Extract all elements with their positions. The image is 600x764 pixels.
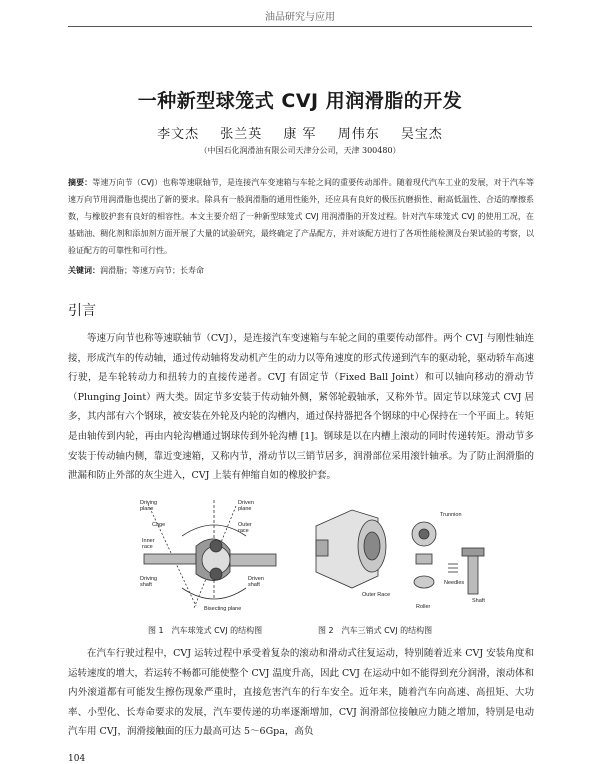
label-needles: Needles xyxy=(444,580,465,586)
figure-2-caption: 图 2 汽车三销式 CVJ 的结构图 xyxy=(318,626,433,635)
figure-1-ball-cvj-diagram xyxy=(138,496,286,614)
author: 李文杰 xyxy=(157,127,200,142)
author: 周伟东 xyxy=(337,127,380,142)
keywords-label: 关键词： xyxy=(68,266,100,275)
affiliation: （中国石化润滑油有限公司天津分公司，天津 300480） xyxy=(199,146,401,155)
label-trunnion: Trunnion xyxy=(440,512,462,518)
body-paragraph-2: 在汽车行驶过程中，CVJ 运转过程中承受着复杂的滚动和滑动式往复运动，特别随着近来 CVJ 安装角度和运转速度的增大，若运转不畅都可能使整个 CVJ 温度升高，因此 CVJ 在运动中如不能得到充分润滑，滚动体和内外滚道都有可能发生擦伤现象严重时，直接危害汽车的行车安全。近年来，随着汽车向高速、高扭矩、大功率、小型化、长寿命要求的发展，汽车要传递的功率逐渐增加，CVJ 润滑部位接触应力随之增加，特别是电动汽车用 CVJ，润滑接触面的压力最高可达 5～6Gpa，高负 xyxy=(68,648,534,738)
label-inner-race: Inner race xyxy=(142,538,155,550)
label-driving-plane: Driving plane xyxy=(140,500,158,512)
label-driving-shaft: Driving shaft xyxy=(140,576,158,588)
section-heading: 引言 xyxy=(68,303,96,319)
keywords xyxy=(68,265,534,276)
figure-2-tripod-cvj-diagram xyxy=(312,496,492,614)
abstract xyxy=(68,174,534,259)
label-shaft: Shaft xyxy=(472,598,485,604)
author-list xyxy=(0,123,600,142)
author: 康 军 xyxy=(283,127,317,142)
author: 张兰英 xyxy=(220,127,263,142)
page-number: 104 xyxy=(68,754,86,764)
label-roller: Roller xyxy=(416,604,431,610)
abstract-text: 等速万向节（CVJ）也称等速联轴节，是连接汽车变速箱与车轮之间的重要传动部件。随着现代汽车工业的发展，对于汽车等速万向节用润滑脂也提出了新的要求。除具有一般润滑脂的通用性能外，还应具有良好的极压抗磨损性、耐高低温性、合适的摩擦系数，与橡胶护套有良好的相容性。本文主要介绍了一种新型球笼式 CVJ 用润滑脂的开发过程。针对汽车球笼式 CVJ 的使用工况，在基础油、稠化剂和添加剂方面开展了大量的试验研究，最终确定了产品配方，并对该配方进行了各项性能检测及台架试验的考察，以验证配方的可靠性和可行性。 xyxy=(68,178,534,255)
header-rule xyxy=(68,26,532,27)
label-bisecting-plane: Bisecting plane xyxy=(204,606,242,612)
label-driven-plane: Driven plane xyxy=(238,500,254,512)
keywords-text: 润滑脂；等速万向节；长寿命 xyxy=(100,266,204,275)
label-driven-shaft: Driven shaft xyxy=(248,576,264,588)
abstract-label: 摘要： xyxy=(68,178,93,187)
author: 吴宝杰 xyxy=(400,127,443,142)
intro-paragraph: 等速万向节也称等速联轴节（CVJ），是连接汽车变速箱与车轮之间的重要传动部件。两个 CVJ 与刚性轴连接，形成汽车的传动轴，通过传动轴将发动机产生的动力以等角速度的形式传递到汽车的驱动轮，驱动轿车高速行驶，是车轮转动力和扭转力的直接传递者。CVJ 有固定节（Fixed Ball Joint）和可以轴向移动的滑动节（Plunging Joint）两大类。固定节多安装于传动轴外侧，紧邻轮毂轴承，又称外节。固定节以球笼式 CVJ 居多，其内部有六个钢球，被安装在外轮及内轮的沟槽内，通过保持器把各个钢球的中心保持在一个平面上。转矩是由轴传到内轮，再由内轮沟槽通过钢球传到外轮沟槽 [1]。钢球是以在内槽上滚动的同时传递转矩。滑动节多安装于传动轴内侧，靠近变速箱，又称内节，滑动节以三销节居多，润滑部位采用滚针轴承。为了防止润滑脂的泄漏和防止外部的灰尘进入，CVJ 上装有伸缩自如的橡胶护套。 xyxy=(68,333,534,482)
label-outer-race: Outer race xyxy=(238,522,252,534)
running-header: 油品研究与应用 xyxy=(265,12,335,23)
label-outer-race: Outer Race xyxy=(362,592,391,598)
paper-title: 一种新型球笼式 CVJ 用润滑脂的开发 xyxy=(137,90,463,112)
figure-1-caption: 图 1 汽车球笼式 CVJ 的结构图 xyxy=(148,626,263,635)
label-cage: Cage xyxy=(152,522,166,528)
